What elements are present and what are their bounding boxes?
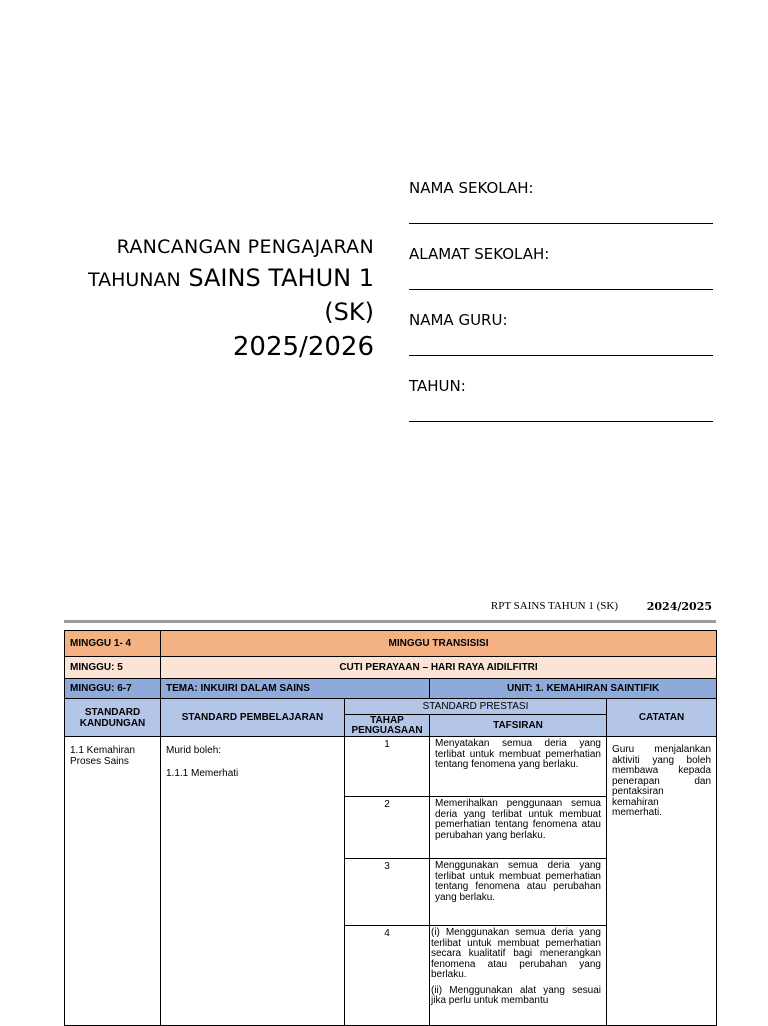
- sk-text: 1.1 Kemahiran Proses Sains: [70, 745, 136, 767]
- header-standard-pembelajaran: STANDARD PEMBELAJARAN: [161, 699, 345, 737]
- unit-label: UNIT: 1. KEMAHIRAN SAINTIFIK: [507, 683, 660, 694]
- school-address-label: ALAMAT SEKOLAH:: [409, 245, 550, 263]
- header-tafsiran: TAFSIRAN: [430, 715, 607, 737]
- school-name-line[interactable]: [409, 222, 713, 224]
- week-cell: MINGGU 1- 4: [65, 631, 161, 657]
- school-info-form: [409, 178, 715, 442]
- tp-level: 3: [345, 859, 430, 926]
- header-title: RPT SAINS TAHUN 1 (SK): [490, 600, 618, 612]
- week-description: CUTI PERAYAAN – HARI RAYA AIDILFITRI: [161, 657, 717, 679]
- tafsiran-part-2: (ii) Menggunakan alat yang sesuai jika perlu untuk membantu: [431, 984, 601, 1006]
- header-standard-prestasi: STANDARD PRESTASI: [345, 699, 607, 715]
- tafsiran-text: Menggunakan semua deria yang terlibat untuk membuat pemerhatian tentang fenomena atau perubahan yang berlaku.: [430, 859, 607, 926]
- catatan-cell: Guru menjalankan aktiviti yang boleh membawa kepada penerapan dan pentaksiran kemahiran memerhati.: [607, 737, 717, 1026]
- sp-intro: Murid boleh:: [166, 745, 222, 756]
- tafsiran-part-1: (i) Menggunakan semua deria yang terlibat untuk membuat pemerhatian secara kualitatif bagi menerangkan fenomena atau perubahan yang berlaku.: [431, 927, 601, 980]
- tp-level: 2: [345, 797, 430, 859]
- tafsiran-text: Memerihalkan penggunaan semua deria yang terlibat untuk membuat pemerhatian tentang fenomena atau perubahan yang berlaku.: [430, 797, 607, 859]
- school-name-label: NAMA SEKOLAH:: [409, 179, 534, 197]
- title-line-3: (SK): [324, 298, 374, 326]
- header-year: 2024/2025: [646, 600, 712, 613]
- title-year: 2025/2026: [232, 332, 374, 362]
- standard-kandungan-cell: [65, 737, 161, 1026]
- page-header: [64, 598, 716, 623]
- tafsiran-text: Menyatakan semua deria yang terlibat untuk membuat pemerhatian tentang fenomena yang berlaku.: [430, 737, 607, 797]
- title-big: SAINS TAHUN 1: [188, 264, 374, 292]
- table-row: [65, 737, 717, 797]
- title-line-2: [34, 262, 374, 296]
- week-description: MINGGU TRANSISISI: [161, 631, 717, 657]
- teacher-name-line[interactable]: [409, 354, 713, 356]
- table-row: [65, 631, 717, 657]
- title-line-1: RANCANGAN PENGAJARAN: [116, 236, 374, 258]
- year-label: TAHUN:: [409, 377, 466, 395]
- table-row: [65, 679, 717, 699]
- school-address-line[interactable]: [409, 288, 713, 290]
- year-line[interactable]: [409, 420, 713, 422]
- standard-pembelajaran-cell: [161, 737, 345, 1026]
- header-catatan: CATATAN: [607, 699, 717, 737]
- tp-level: 4: [345, 926, 430, 1026]
- rpt-table: [64, 630, 717, 1026]
- unit-cell: [430, 679, 717, 699]
- tp-level: 1: [345, 737, 430, 797]
- week-cell: MINGGU: 6-7: [65, 679, 161, 699]
- week-cell: MINGGU: 5: [65, 657, 161, 679]
- header-tahap-penguasaan: TAHAP PENGUASAAN: [345, 715, 430, 737]
- table-row: [65, 657, 717, 679]
- teacher-name-label: NAMA GURU:: [409, 311, 508, 329]
- header-standard-kandungan: STANDARD KANDUNGAN: [65, 699, 161, 737]
- tafsiran-text: [430, 926, 607, 1026]
- title-small: TAHUNAN: [87, 269, 181, 291]
- theme-cell: TEMA: INKUIRI DALAM SAINS: [161, 679, 430, 699]
- sp-item: 1.1.1 Memerhati: [166, 768, 239, 779]
- document-title: [34, 232, 374, 366]
- table-header-row: [65, 699, 717, 715]
